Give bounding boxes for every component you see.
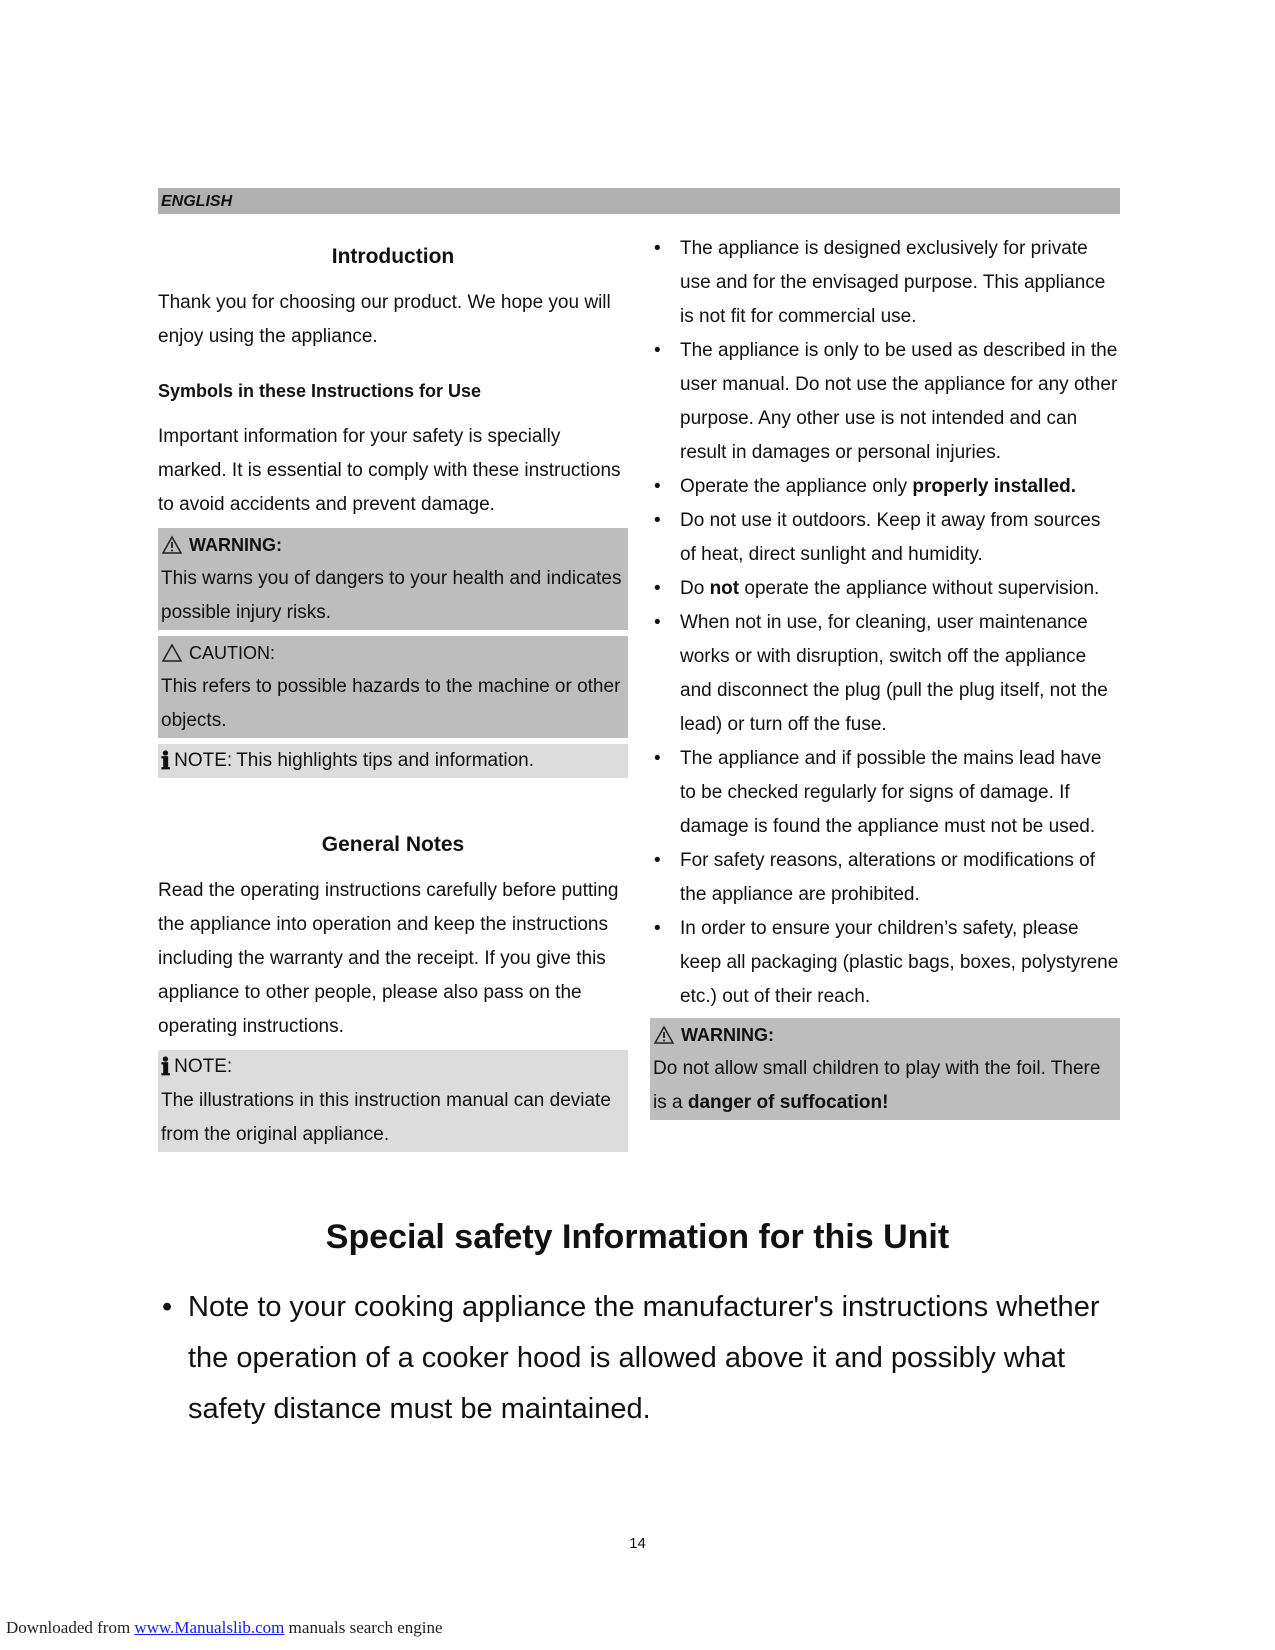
list-item: • The appliance is only to be used as described in the user manual. Do not use the appliance for any other purpose. Any other use is not intended and can result in damages or personal injuries.	[650, 334, 1120, 470]
warning-label: WARNING:	[189, 535, 282, 555]
special-safety-list	[158, 1282, 1120, 1435]
language-label: ENGLISH	[161, 193, 233, 210]
note-text: The illustrations in this instruction manual can deviate from the original appliance.	[161, 1090, 611, 1145]
intro-heading: Introduction	[331, 245, 455, 268]
general-notes-heading: General Notes	[321, 833, 465, 856]
page-number: 14	[629, 1535, 646, 1552]
intro-text: Thank you for choosing our product. We hope you will enjoy using the appliance.	[158, 292, 611, 347]
note-text: This highlights tips and information.	[236, 750, 535, 771]
warning-text: This warns you of dangers to your health and indicates possible injury risks.	[161, 568, 622, 623]
list-item: • In order to ensure your children’s safety, please keep all packaging (plastic bags, boxes, polystyrene etc.) out of their reach.	[650, 912, 1120, 1014]
warning-label: WARNING:	[681, 1025, 774, 1045]
caution-icon	[161, 643, 183, 663]
list-item: • Note to your cooking appliance the manufacturer's instructions whether the operation of a cooker hood is allowed above it and possibly what safety distance must be maintained.	[158, 1282, 1120, 1435]
info-icon: ℹ	[161, 746, 171, 775]
list-item: • The appliance and if possible the mains lead have to be checked regularly for signs of damage. If damage is found the appliance must not be used.	[650, 742, 1120, 844]
warning-box-foil	[650, 1018, 1120, 1120]
symbols-heading: Symbols in these Instructions for Use	[158, 381, 482, 401]
list-item: • Operate the appliance only properly installed.	[650, 470, 1120, 504]
safety-bullet-list	[650, 232, 1120, 1014]
note-label: NOTE:	[174, 1056, 233, 1077]
symbols-text: Important information for your safety is specially marked. It is essential to comply with these instructions to avoid accidents and prevent damage.	[158, 426, 621, 515]
right-column	[650, 232, 1120, 1120]
list-item: • Do not operate the appliance without supervision.	[650, 572, 1120, 606]
manualslib-link[interactable]: www.Manualslib.com	[134, 1618, 285, 1637]
caution-label: CAUTION:	[189, 643, 276, 663]
note-label: NOTE:	[174, 750, 233, 771]
language-header-bar	[158, 188, 1120, 214]
warning-icon	[161, 535, 183, 555]
list-item: • Do not use it outdoors. Keep it away from sources of heat, direct sunlight and humidity.	[650, 504, 1120, 572]
list-item: • When not in use, for cleaning, user maintenance works or with disruption, switch off the appliance and disconnect the plug (pull the plug itself, not the lead) or turn off the fuse.	[650, 606, 1120, 742]
special-safety-heading: Special safety Information for this Unit	[325, 1218, 950, 1256]
left-column	[158, 240, 628, 1152]
warning-text: Do not allow small children to play with the foil. There is a danger of suffocation!	[653, 1058, 1101, 1113]
note-box-illustrations	[158, 1050, 628, 1152]
warning-icon	[653, 1025, 675, 1045]
list-item: • For safety reasons, alterations or modifications of the appliance are prohibited.	[650, 844, 1120, 912]
general-notes-text: Read the operating instructions carefully before putting the appliance into operation and keep the instructions including the warranty and the receipt. If you give this appliance to other people, please also pass on the operating instructions.	[158, 880, 619, 1037]
caution-box	[158, 636, 628, 738]
info-icon: ℹ	[161, 1052, 171, 1081]
download-footer: Downloaded from www.Manualslib.com manuals search engine	[6, 1618, 443, 1637]
list-item: • The appliance is designed exclusively for private use and for the envisaged purpose. This appliance is not fit for commercial use.	[650, 232, 1120, 334]
note-box-tips	[158, 744, 628, 778]
warning-box	[158, 528, 628, 630]
caution-text: This refers to possible hazards to the machine or other objects.	[161, 676, 621, 731]
